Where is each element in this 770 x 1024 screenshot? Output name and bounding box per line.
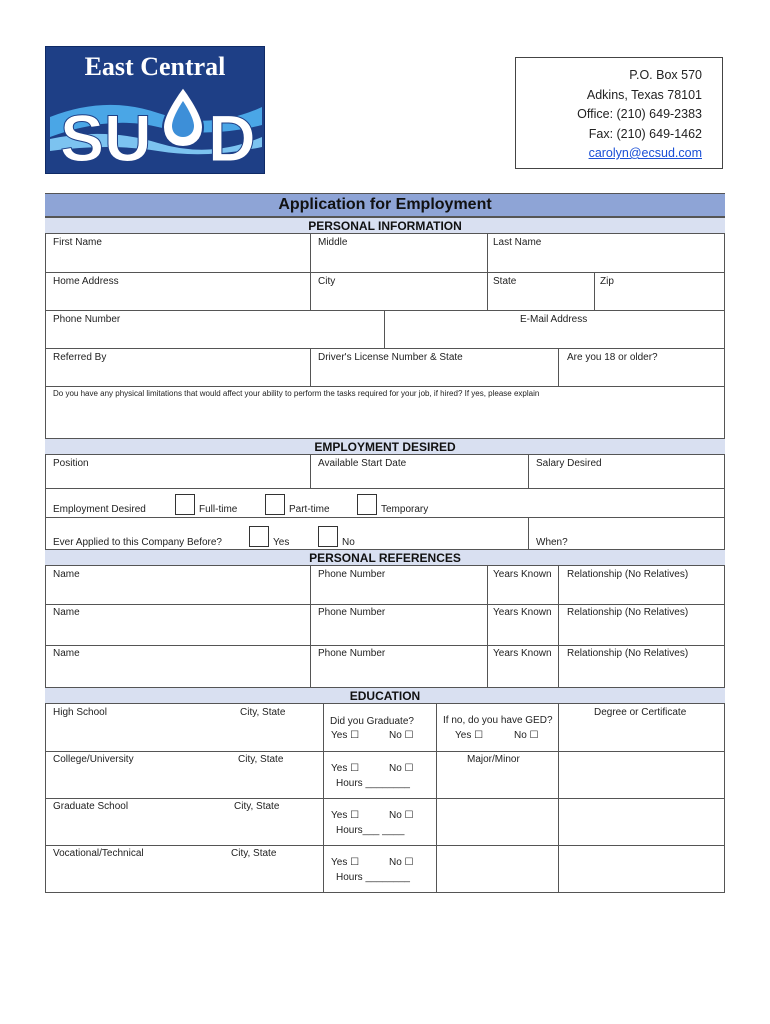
temporary-label: Temporary bbox=[381, 504, 429, 515]
address-office-phone: Office: (210) 649-2383 bbox=[577, 107, 702, 121]
reference-phone-label: Phone Number bbox=[318, 648, 386, 659]
reference-name-label: Name bbox=[53, 569, 80, 580]
school-college-label: College/University bbox=[53, 754, 134, 765]
last-name-label: Last Name bbox=[493, 237, 542, 248]
physical-limitations-label: Do you have any physical limitations that would affect your ability to perform the tasks required for your job, if hired? If yes, please explain bbox=[53, 389, 540, 398]
contact-address-box bbox=[515, 57, 723, 169]
reference-years-label: Years Known bbox=[493, 569, 552, 580]
fulltime-checkbox[interactable] bbox=[175, 494, 195, 515]
degree-certificate-label: Degree or Certificate bbox=[594, 707, 687, 718]
middle-name-label: Middle bbox=[318, 237, 348, 248]
zip-label: Zip bbox=[600, 276, 614, 287]
graduate-school-yes[interactable]: Yes ☐ bbox=[331, 810, 360, 821]
reference-name-label: Name bbox=[53, 607, 80, 618]
applied-yes-checkbox[interactable] bbox=[249, 526, 269, 547]
vocational-city-state-label: City, State bbox=[231, 848, 277, 859]
college-graduate-yes[interactable]: Yes ☐ bbox=[331, 763, 360, 774]
state-label: State bbox=[493, 276, 517, 287]
logo-text-sud-left: SU bbox=[60, 101, 152, 173]
reference-name-label: Name bbox=[53, 648, 80, 659]
employment-desired-label: Employment Desired bbox=[53, 504, 146, 515]
reference-relationship-label: Relationship (No Relatives) bbox=[567, 648, 689, 659]
home-address-label: Home Address bbox=[53, 276, 119, 287]
section-personal-references: PERSONAL REFERENCES bbox=[45, 549, 725, 566]
graduate-school-no[interactable]: No ☐ bbox=[389, 810, 414, 821]
applied-no-checkbox[interactable] bbox=[318, 526, 338, 547]
section-employment-desired: EMPLOYMENT DESIRED bbox=[45, 438, 725, 455]
logo-graphic bbox=[46, 47, 264, 173]
college-graduate-no[interactable]: No ☐ bbox=[389, 763, 414, 774]
referred-by-label: Referred By bbox=[53, 352, 107, 363]
ged-question-label: If no, do you have GED? bbox=[443, 715, 553, 726]
school-high-school-label: High School bbox=[53, 707, 107, 718]
vocational-no[interactable]: No ☐ bbox=[389, 857, 414, 868]
reference-phone-label: Phone Number bbox=[318, 607, 386, 618]
salary-desired-label: Salary Desired bbox=[536, 458, 602, 469]
vocational-hours-label: Hours ________ bbox=[336, 872, 410, 883]
college-city-state-label: City, State bbox=[238, 754, 284, 765]
parttime-checkbox[interactable] bbox=[265, 494, 285, 515]
ged-yes[interactable]: Yes ☐ bbox=[455, 730, 484, 741]
graduate-city-state-label: City, State bbox=[234, 801, 280, 812]
reference-phone-label: Phone Number bbox=[318, 569, 386, 580]
graduate-question-label: Did you Graduate? bbox=[330, 716, 414, 727]
start-date-label: Available Start Date bbox=[318, 458, 407, 469]
address-fax: Fax: (210) 649-1462 bbox=[588, 126, 702, 141]
logo-text-sud-right: D bbox=[208, 101, 256, 173]
logo-text-east-central: East Central bbox=[84, 52, 226, 81]
email-address-label: E-Mail Address bbox=[520, 314, 588, 325]
high-school-graduate-no[interactable]: No ☐ bbox=[389, 730, 414, 741]
first-name-label: First Name bbox=[53, 237, 102, 248]
applied-before-label: Ever Applied to this Company Before? bbox=[53, 537, 222, 548]
section-personal-information: PERSONAL INFORMATION bbox=[45, 217, 725, 234]
school-graduate-label: Graduate School bbox=[53, 801, 129, 812]
form-title: Application for Employment bbox=[45, 194, 725, 217]
drivers-license-label: Driver's License Number & State bbox=[318, 352, 463, 363]
applied-when-label: When? bbox=[536, 537, 568, 548]
college-hours-label: Hours ________ bbox=[336, 778, 410, 789]
high-school-graduate-yes[interactable]: Yes ☐ bbox=[331, 730, 360, 741]
reference-years-label: Years Known bbox=[493, 607, 552, 618]
major-minor-label: Major/Minor bbox=[467, 754, 520, 765]
applied-yes-label: Yes bbox=[273, 537, 290, 548]
ged-no[interactable]: No ☐ bbox=[514, 730, 539, 741]
school-vocational-label: Vocational/Technical bbox=[53, 848, 144, 859]
age-question-label: Are you 18 or older? bbox=[567, 352, 658, 363]
vocational-yes[interactable]: Yes ☐ bbox=[331, 857, 360, 868]
phone-number-label: Phone Number bbox=[53, 314, 121, 325]
reference-relationship-label: Relationship (No Relatives) bbox=[567, 607, 689, 618]
temporary-checkbox[interactable] bbox=[357, 494, 377, 515]
company-logo bbox=[45, 46, 265, 174]
reference-years-label: Years Known bbox=[493, 648, 552, 659]
address-po-box: P.O. Box 570 bbox=[629, 68, 702, 82]
city-label: City bbox=[318, 276, 336, 287]
applied-no-label: No bbox=[342, 537, 355, 548]
graduate-hours-label: Hours___ ____ bbox=[336, 825, 405, 836]
fulltime-label: Full-time bbox=[199, 504, 238, 515]
contact-email-link[interactable]: carolyn@ecsud.com bbox=[588, 146, 702, 160]
parttime-label: Part-time bbox=[289, 504, 330, 515]
address-city-state: Adkins, Texas 78101 bbox=[586, 87, 702, 102]
reference-relationship-label: Relationship (No Relatives) bbox=[567, 569, 689, 580]
high-school-city-state-label: City, State bbox=[240, 707, 286, 718]
position-label: Position bbox=[53, 458, 89, 469]
section-education: EDUCATION bbox=[45, 687, 725, 704]
